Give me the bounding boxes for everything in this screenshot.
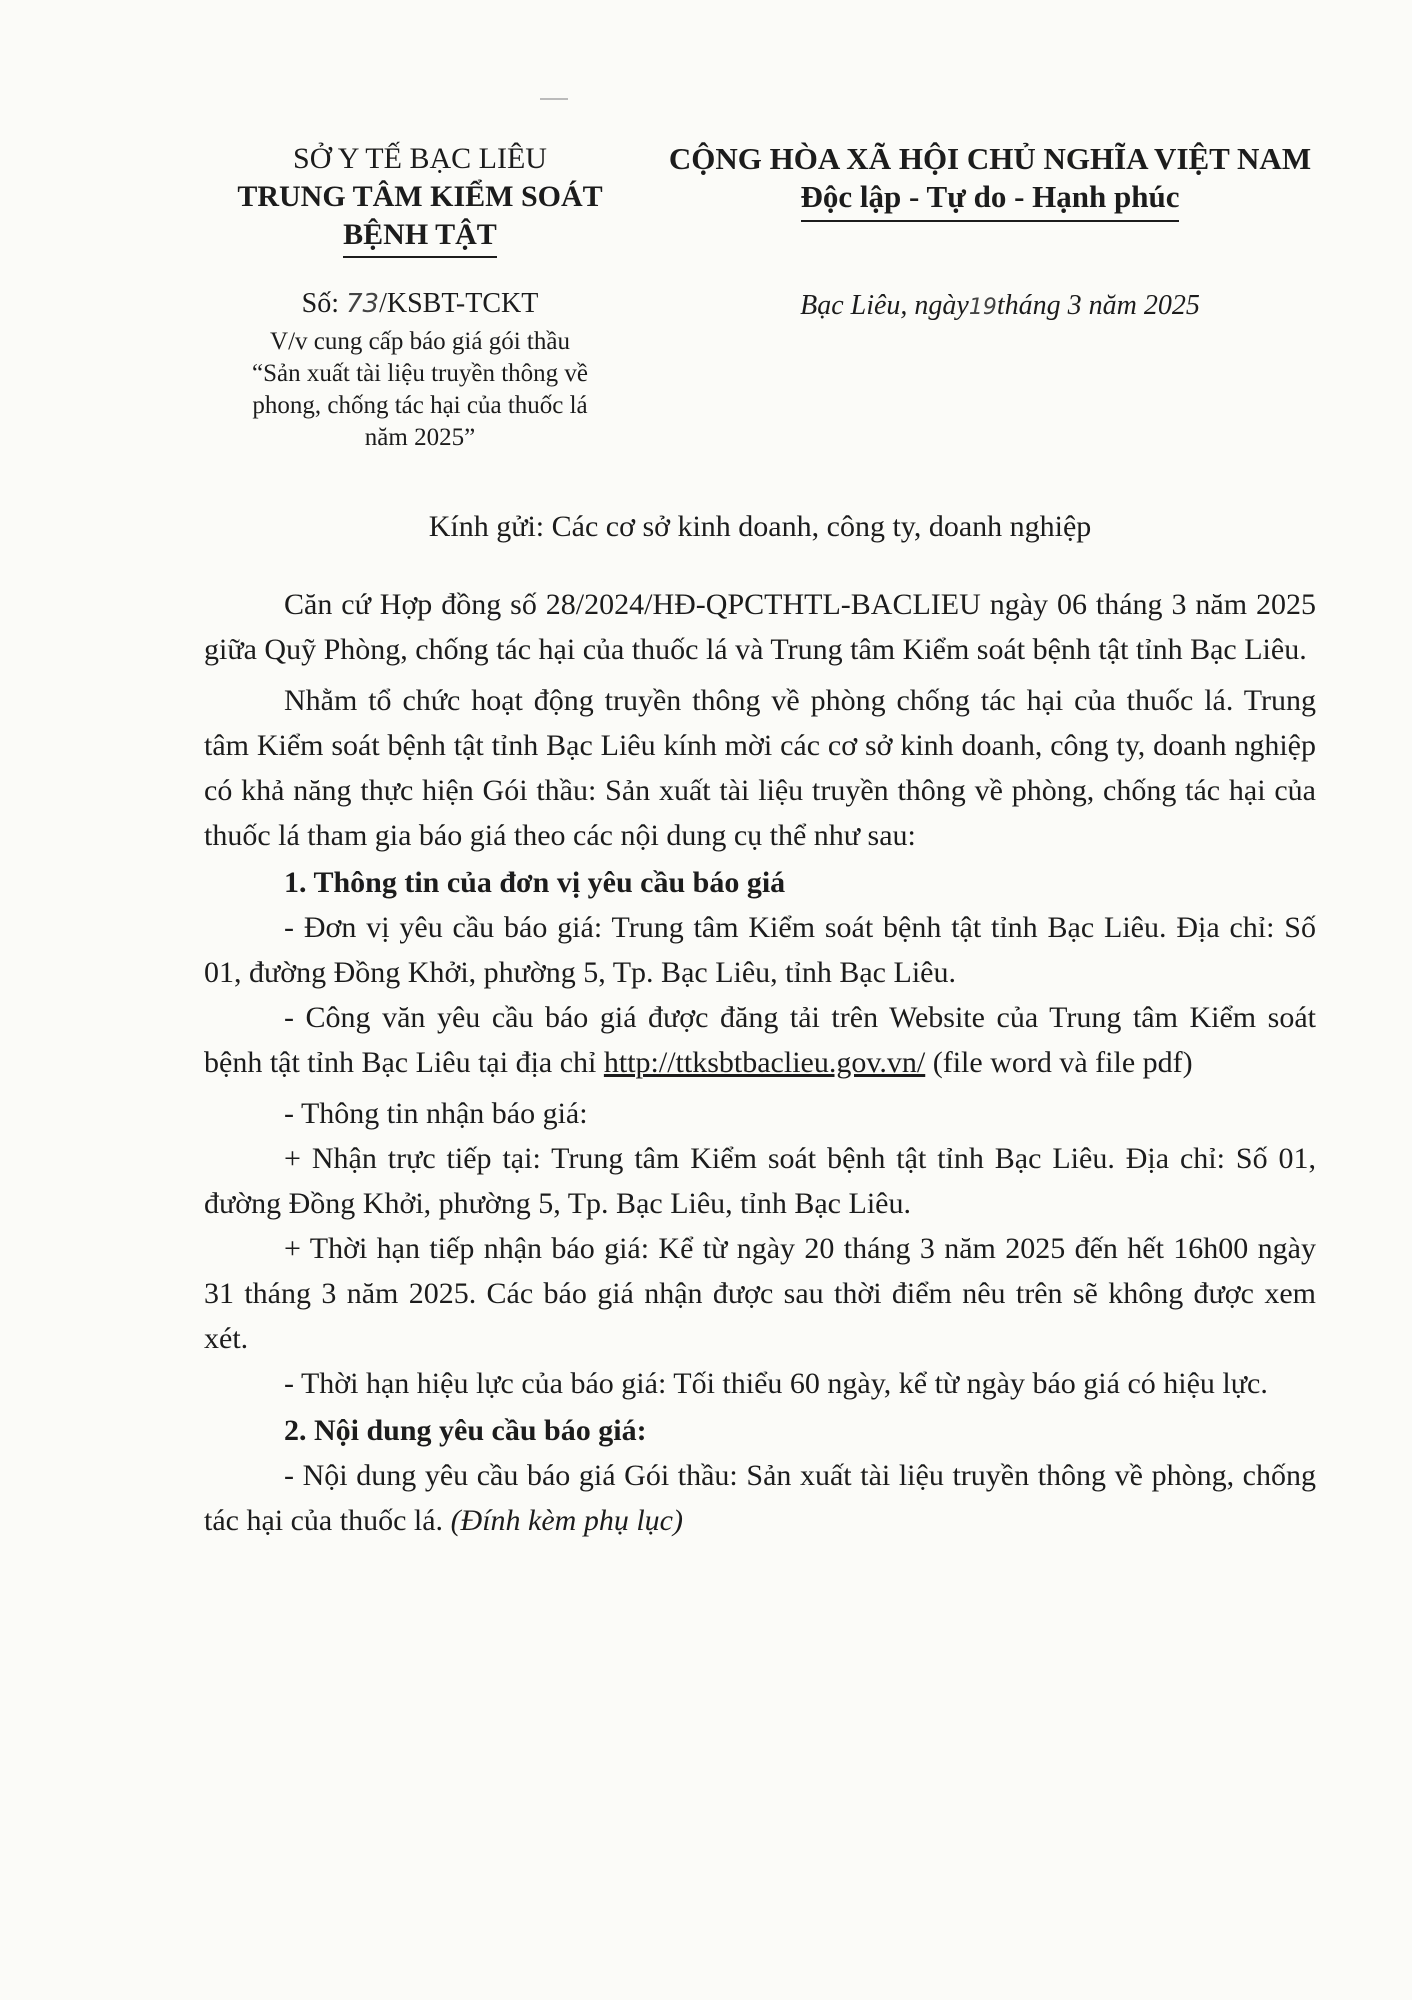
request-content-text: - Nội dung yêu cầu báo giá Gói thầu: Sản xuất tài liệu truyền thông về phòng, chống tác hại của thuốc lá. (204, 1459, 1316, 1537)
section-heading-1: 1. Thông tin của đơn vị yêu cầu báo giá (284, 866, 786, 899)
doc-number-suffix: /KSBT-TCKT (379, 288, 539, 319)
paragraph-requesting-unit: - Đơn vị yêu cầu báo giá: Trung tâm Kiểm soát bệnh tật tỉnh Bạc Liêu. Địa chỉ: Số 01, đường Đồng Khởi, phường 5, Tp. Bạc Liêu, tỉnh Bạc Liêu. (204, 911, 1316, 989)
date-day-handwritten: 19 (968, 295, 997, 320)
date-prefix: Bạc Liêu, ngày (800, 290, 969, 321)
subject-line: V/v cung cấp báo giá gói thầu (270, 328, 570, 355)
paragraph-request-content (204, 1453, 1316, 1543)
paragraph-website (204, 995, 1316, 1085)
section-heading-2: 2. Nội dung yêu cầu báo giá: (284, 1414, 647, 1447)
issuer-name-line1: TRUNG TÂM KIỂM SOÁT (237, 180, 603, 213)
document-date (700, 290, 1300, 322)
paragraph-receiving-info: - Thông tin nhận báo giá: (284, 1097, 588, 1130)
national-header (650, 140, 1330, 222)
date-suffix: tháng 3 năm 2025 (996, 290, 1200, 321)
recipient-line: Kính gửi: Các cơ sở kinh doanh, công ty, doanh nghiệp (428, 510, 1092, 543)
paragraph-invitation: Nhằm tổ chức hoạt động truyền thông về phòng chống tác hại của thuốc lá. Trung tâm Kiểm soát bệnh tật tỉnh Bạc Liêu kính mời các cơ sở kinh doanh, công ty, doanh nghiệp có khả năng thực hiện Gói thầu: Sản xuất tài liệu truyền thông về phòng, chống tác hại của thuốc lá tham gia báo giá theo các nội dung cụ thể như sau: (204, 684, 1316, 852)
issuer-header (200, 140, 640, 258)
issuer-name-line2: BỆNH TẬT (343, 216, 497, 258)
subject-line: “Sản xuất tài liệu truyền thông về (251, 360, 589, 387)
attachment-note: (Đính kèm phụ lục) (450, 1504, 683, 1537)
scan-mark (540, 98, 568, 100)
national-motto: Độc lập - Tự do - Hạnh phúc (801, 178, 1180, 222)
subject-block (200, 326, 640, 454)
paragraph-receive-direct: + Nhận trực tiếp tại: Trung tâm Kiểm soát bệnh tật tỉnh Bạc Liêu. Địa chỉ: Số 01, đường Đồng Khởi, phường 5, Tp. Bạc Liêu, tỉnh Bạc Liêu. (204, 1142, 1316, 1220)
doc-number-prefix: Số: (301, 288, 347, 319)
document-body (204, 582, 1316, 1543)
website-text-end: (file word và file pdf) (925, 1046, 1193, 1079)
document-number (200, 288, 640, 320)
issuer-department: SỞ Y TẾ BẠC LIÊU (293, 142, 547, 175)
national-title: CỘNG HÒA XÃ HỘI CHỦ NGHĨA VIỆT NAM (668, 141, 1312, 176)
paragraph-legal-basis: Căn cứ Hợp đồng số 28/2024/HĐ-QPCTHTL-BACLIEU ngày 06 tháng 3 năm 2025 giữa Quỹ Phòng, chống tác hại của thuốc lá và Trung tâm Kiểm soát bệnh tật tỉnh Bạc Liêu. (204, 588, 1316, 666)
doc-number-handwritten: 73 (346, 289, 380, 319)
subject-line: năm 2025” (364, 424, 476, 451)
paragraph-validity: - Thời hạn hiệu lực của báo giá: Tối thiểu 60 ngày, kể từ ngày báo giá có hiệu lực. (284, 1367, 1268, 1400)
website-link[interactable]: http://ttksbtbaclieu.gov.vn/ (603, 1046, 926, 1079)
paragraph-deadline: + Thời hạn tiếp nhận báo giá: Kể từ ngày 20 tháng 3 năm 2025 đến hết 16h00 ngày 31 tháng 3 năm 2025. Các báo giá nhận được sau thời điểm nêu trên sẽ không được xem xét. (204, 1232, 1316, 1355)
website-text: - Công văn yêu cầu báo giá được đăng tải trên Website của Trung tâm Kiểm soát bệnh tật tỉnh Bạc Liêu tại địa chỉ (204, 1001, 1316, 1079)
subject-line: phong, chống tác hại của thuốc lá (252, 392, 588, 419)
